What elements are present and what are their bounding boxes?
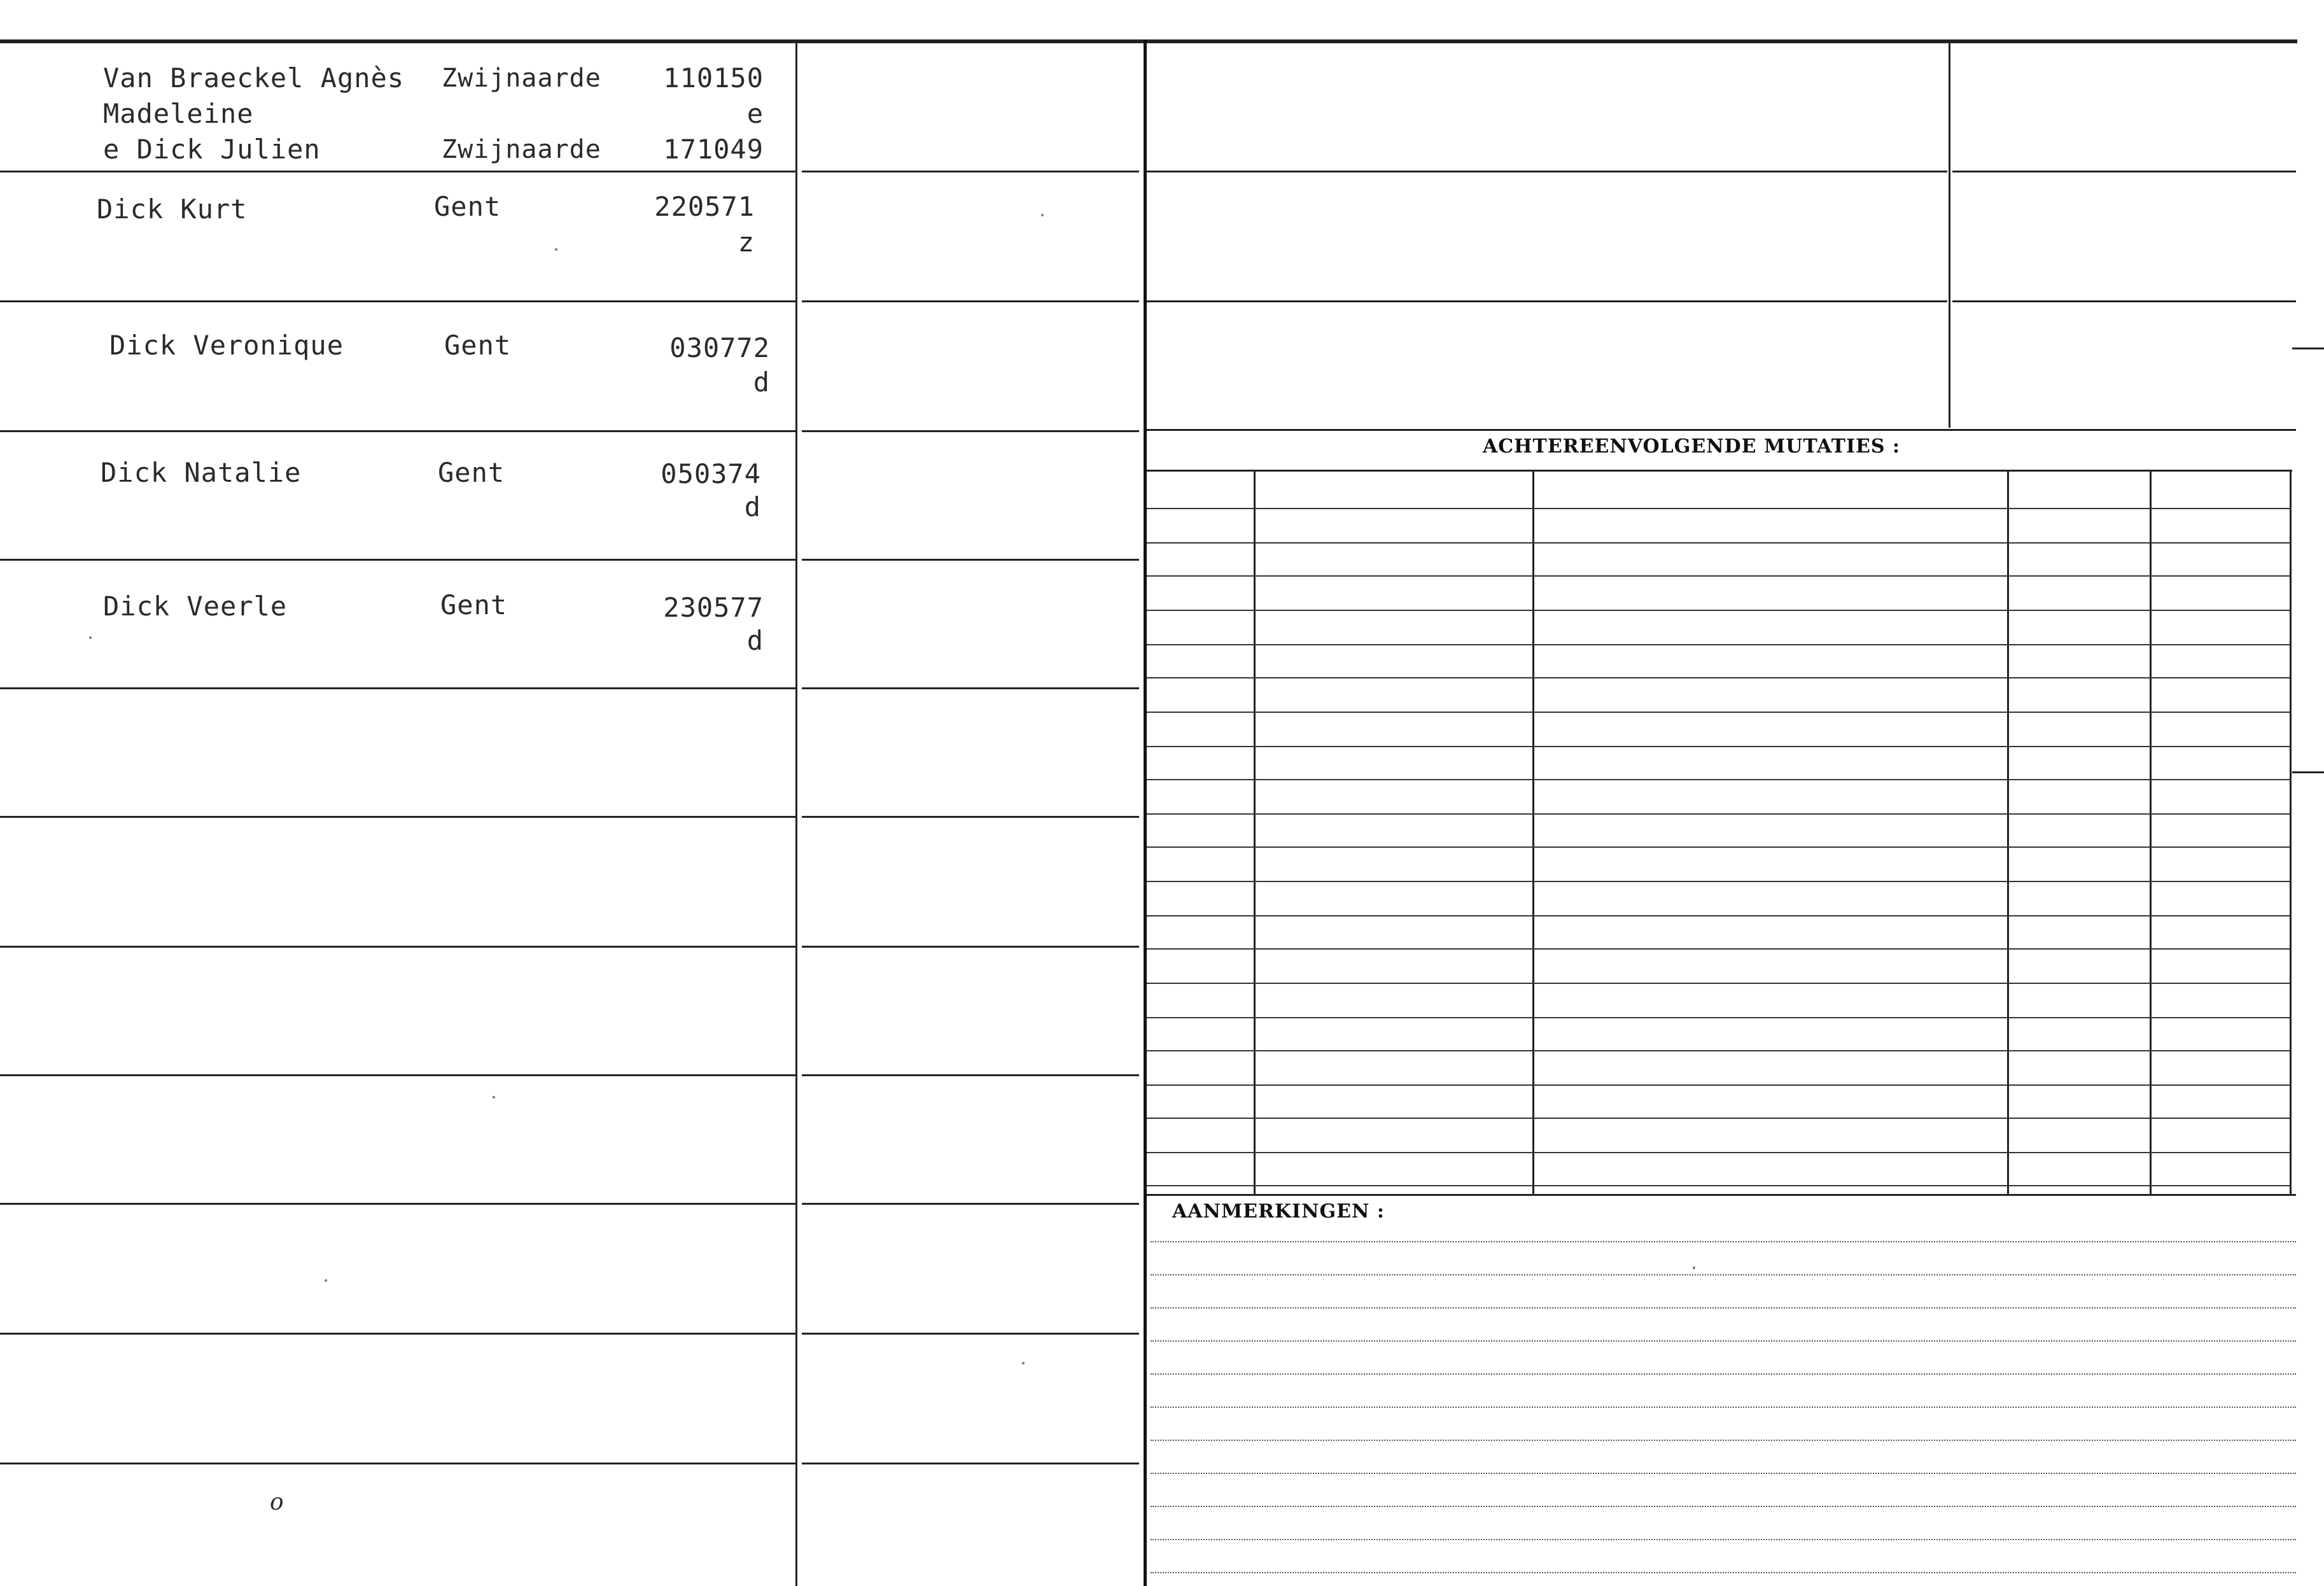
entry-place: Zwijnaarde: [442, 64, 601, 93]
entry-name: e Dick Julien: [103, 134, 321, 165]
mutations-row-line: [1147, 1050, 2290, 1051]
entry-name: Dick Veerle: [103, 591, 288, 622]
entry-place: Gent: [440, 589, 508, 621]
row-separator: [0, 300, 797, 302]
upper-box-line: [1147, 300, 1947, 302]
entry-code: e: [746, 98, 764, 129]
row-separator: [0, 559, 797, 561]
scan-speck: [1693, 1267, 1695, 1269]
mutations-row-line: [1147, 746, 2290, 747]
row-separator: [802, 1333, 1139, 1335]
entry-code: 220571: [654, 191, 755, 222]
upper-right-divider: [1949, 39, 1950, 428]
entry-name: Dick Veronique: [109, 330, 344, 361]
row-separator: [0, 1074, 797, 1076]
mutations-row-line: [1147, 915, 2290, 916]
remarks-line: [1151, 1440, 2296, 1441]
top-border: [0, 39, 2297, 43]
column-divider: [795, 39, 797, 1586]
remarks-line: [1151, 1274, 2296, 1275]
edge-tick: [2292, 771, 2324, 773]
mutations-row-line: [1147, 983, 2290, 984]
mutations-bottom-line: [1147, 1194, 2296, 1196]
remarks-line: [1151, 1340, 2296, 1342]
upper-box-line: [1147, 171, 1947, 172]
mutations-row-line: [1147, 1118, 2290, 1119]
remarks-line: [1151, 1407, 2296, 1408]
entry-code: 230577: [663, 592, 764, 623]
remarks-line: [1151, 1473, 2296, 1474]
entry-code: d: [753, 367, 770, 398]
row-separator: [802, 430, 1139, 432]
entry-name: Madeleine: [103, 98, 254, 129]
row-separator: [0, 687, 797, 689]
scan-speck: [493, 1096, 495, 1098]
row-separator: [0, 430, 797, 432]
remarks-line: [1151, 1307, 2296, 1309]
remarks-line: [1151, 1572, 2296, 1573]
row-separator: [802, 300, 1139, 302]
row-separator: [802, 171, 1139, 172]
mutations-table: [1147, 471, 2292, 1194]
upper-box-line: [1147, 429, 2296, 431]
mutations-row-line: [1147, 813, 2290, 815]
row-separator: [0, 1333, 797, 1335]
entry-code: 030772: [669, 332, 770, 363]
mutations-row-line: [1147, 508, 2290, 509]
row-separator: [802, 1074, 1139, 1076]
row-separator: [802, 816, 1139, 818]
mutations-row-line: [1147, 881, 2290, 882]
row-separator: [0, 816, 797, 818]
mutations-col-divider: [2290, 471, 2292, 1194]
entry-code: d: [744, 491, 761, 523]
upper-box-line: [1952, 300, 2296, 302]
mutations-row-line: [1147, 712, 2290, 713]
mutations-row-line: [1147, 610, 2290, 611]
row-separator: [802, 687, 1139, 689]
row-separator: [0, 171, 797, 172]
mutations-heading: ACHTEREENVOLGENDE MUTATIES :: [1483, 435, 1901, 458]
row-separator: [802, 559, 1139, 561]
mutations-row-line: [1147, 677, 2290, 678]
handwritten-mark: o: [270, 1489, 284, 1515]
mutations-row-line: [1147, 644, 2290, 645]
entry-code: d: [746, 625, 764, 656]
scan-speck: [325, 1279, 327, 1282]
row-separator: [0, 946, 797, 948]
mutations-row-line: [1147, 1084, 2290, 1086]
scan-speck: [555, 248, 557, 251]
scan-speck: [1022, 1362, 1025, 1365]
mutations-row-line: [1147, 575, 2290, 577]
entry-code: 171049: [663, 134, 764, 165]
mutations-row-line: [1147, 846, 2290, 848]
remarks-line: [1151, 1539, 2296, 1540]
entry-name: Van Braeckel Agnès: [103, 62, 405, 94]
row-separator: [802, 946, 1139, 948]
mutations-row-line: [1147, 779, 2290, 780]
remarks-heading: AANMERKINGEN :: [1172, 1200, 1385, 1223]
mutations-row-line: [1147, 1152, 2290, 1153]
row-separator: [0, 1463, 797, 1464]
row-separator: [0, 1203, 797, 1205]
entry-code: 050374: [661, 458, 761, 489]
mutations-row-line: [1147, 948, 2290, 950]
upper-box-line: [1952, 171, 2296, 172]
entry-place: Zwijnaarde: [442, 135, 601, 164]
entry-place: Gent: [438, 457, 505, 488]
scan-speck: [1041, 214, 1044, 216]
entry-code: 110150: [663, 62, 764, 94]
scan-speck: [89, 636, 92, 639]
mutations-row-line: [1147, 542, 2290, 544]
remarks-line: [1151, 1506, 2296, 1507]
mutations-row-line: [1147, 1185, 2290, 1186]
entry-place: Gent: [434, 191, 501, 222]
mutations-row-line: [1147, 1017, 2290, 1018]
entry-name: Dick Kurt: [97, 193, 248, 225]
remarks-line: [1151, 1373, 2296, 1375]
edge-tick: [2292, 347, 2324, 349]
remarks-line: [1151, 1241, 2296, 1242]
remarks-lines: [1151, 1203, 2296, 1585]
row-separator: [802, 1203, 1139, 1205]
row-separator: [802, 1463, 1139, 1464]
entry-name: Dick Natalie: [101, 457, 302, 488]
entry-place: Gent: [444, 330, 512, 361]
entry-code: z: [738, 227, 755, 258]
